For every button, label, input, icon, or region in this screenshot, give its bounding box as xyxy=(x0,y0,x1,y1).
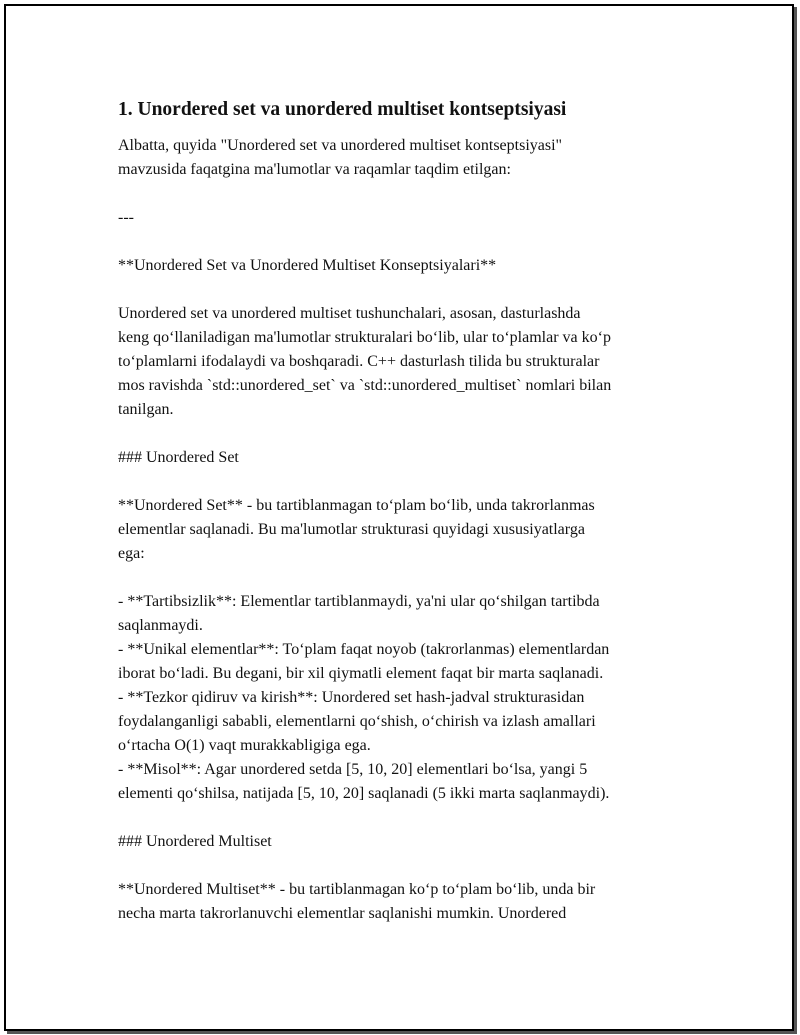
text-line: Unordered set va unordered multiset tushunchalari, asosan, dasturlashda xyxy=(118,305,581,322)
text-line: keng qoʻllaniladigan ma'lumotlar strukturalari boʻlib, ular toʻplamlar va koʻp xyxy=(118,329,611,346)
separator xyxy=(118,206,698,230)
text-line: ega: xyxy=(118,545,145,562)
text-line: tanilgan. xyxy=(118,401,174,418)
text-line: iborat boʻladi. Bu degani, bir xil qiymatli element faqat bir marta saqlanadi. xyxy=(118,665,604,682)
text-line: - **Tezkor qidiruv va kirish**: Unordered set hash-jadval strukturasidan xyxy=(118,689,585,706)
text-line: **Unordered Multiset** - bu tartiblanmagan koʻp toʻplam boʻlib, unda bir xyxy=(118,881,596,898)
section-heading-set xyxy=(118,446,698,470)
overview-paragraph xyxy=(118,302,698,422)
paragraph-container xyxy=(118,134,698,926)
text-line: oʻrtacha O(1) vaqt murakkabligiga ega. xyxy=(118,737,371,754)
set-definition xyxy=(118,494,698,566)
section-heading-multiset xyxy=(118,830,698,854)
text-line: mos ravishda `std::unordered_set` va `std::unordered_multiset` nomlari bilan xyxy=(118,377,612,394)
text-line: saqlanmaydi. xyxy=(118,617,203,634)
text-line: toʻplamlarni ifodalaydi va boshqaradi. C++ dasturlash tilida bu strukturalar xyxy=(118,353,600,370)
text-line: - **Misol**: Agar unordered setda [5, 10, 20] elementlari boʻlsa, yangi 5 xyxy=(118,761,588,778)
text-line: foydalanganligi sababli, elementlarni qoʻshish, oʻchirish va izlash amallari xyxy=(118,713,596,730)
text-line: - **Tartibsizlik**: Elementlar tartiblanmaydi, ya'ni ular qoʻshilgan tartibda xyxy=(118,593,600,610)
text-line: --- xyxy=(118,209,134,226)
text-line: - **Unikal elementlar**: Toʻplam faqat noyob (takrorlanmas) elementlardan xyxy=(118,641,610,658)
text-line: **Unordered Set va Unordered Multiset Konseptsiyalari** xyxy=(118,257,497,274)
text-line: ### Unordered Set xyxy=(118,449,239,466)
document-page xyxy=(4,4,794,1031)
intro-paragraph xyxy=(118,134,698,182)
text-line: elementi qoʻshilsa, natijada [5, 10, 20] saqlanadi (5 ikki marta saqlanmaydi). xyxy=(118,785,610,802)
text-line: ### Unordered Multiset xyxy=(118,833,272,850)
bold-title xyxy=(118,254,698,278)
text-line: Albatta, quyida "Unordered set va unordered multiset kontseptsiyasi" xyxy=(118,137,563,154)
text-line: necha marta takrorlanuvchi elementlar saqlanishi mumkin. Unordered xyxy=(118,905,567,922)
document-heading: 1. Unordered set va unordered multiset kontseptsiyasi xyxy=(118,99,567,120)
multiset-definition xyxy=(118,878,698,926)
text-line: **Unordered Set** - bu tartiblanmagan toʻplam boʻlib, unda takrorlanmas xyxy=(118,497,595,514)
text-line: mavzusida faqatgina ma'lumotlar va raqamlar taqdim etilgan: xyxy=(118,161,511,178)
text-line: elementlar saqlanadi. Bu ma'lumotlar strukturasi quyidagi xususiyatlarga xyxy=(118,521,585,538)
document-content xyxy=(118,96,698,950)
set-properties-list xyxy=(118,590,698,806)
